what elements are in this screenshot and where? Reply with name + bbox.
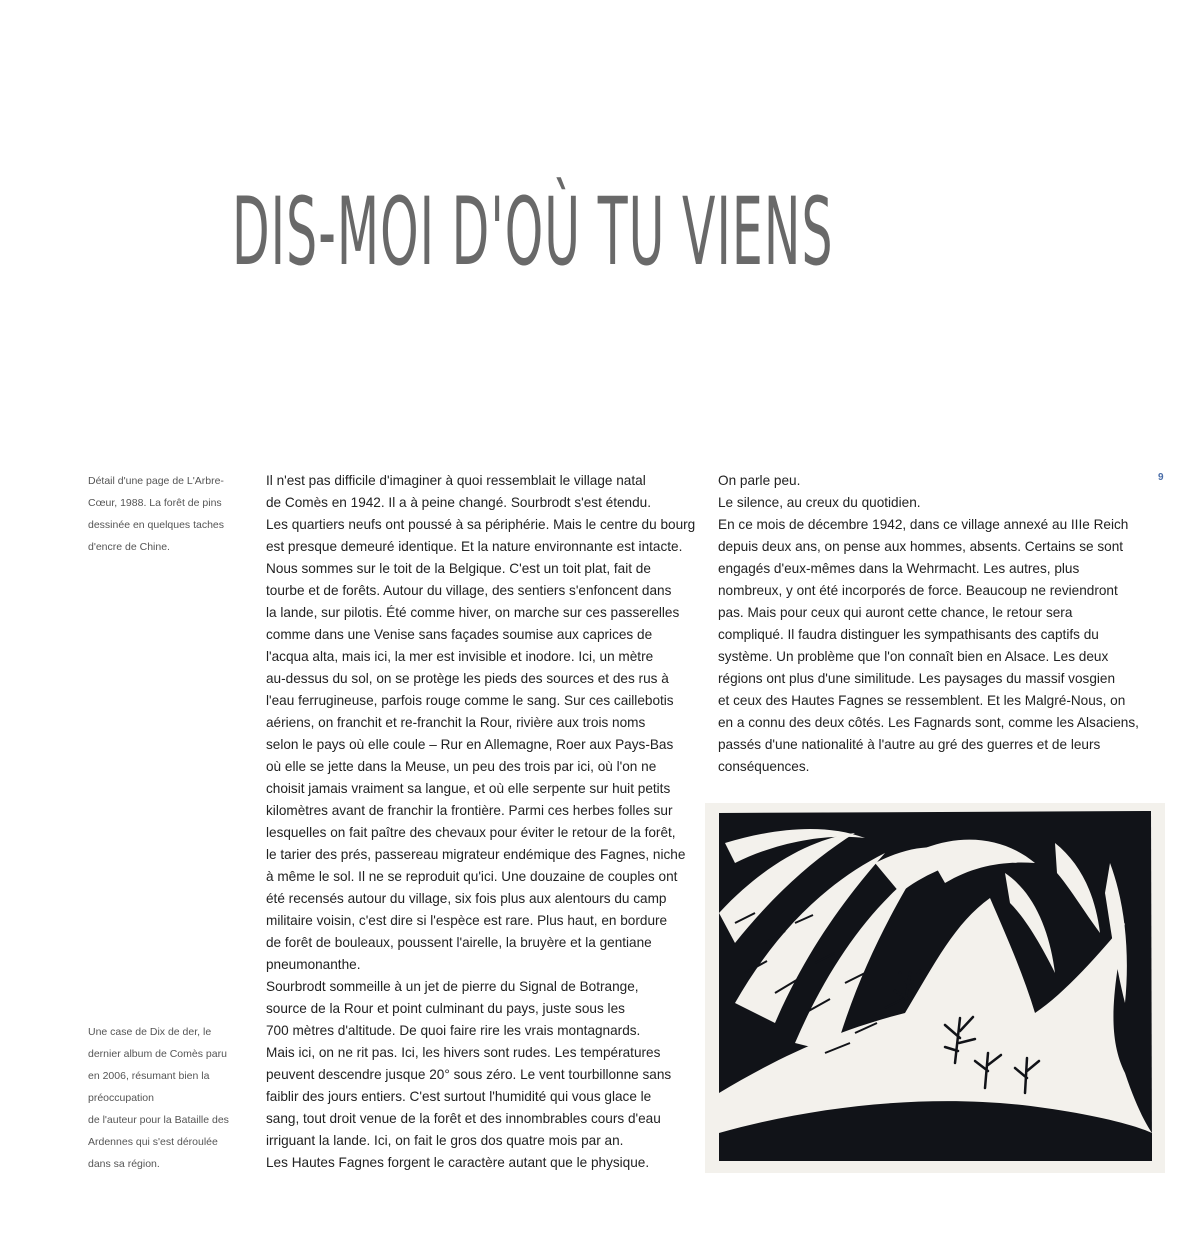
text-line: aériens, on franchit et re-franchit la Rour, rivière aux trois noms [266,715,646,730]
text-line: peuvent descendre jusque 20° sous zéro. Le vent tourbillonne sans [266,1067,672,1082]
text-line: Nous sommes sur le toit de la Belgique. C'est un toit plat, fait de [266,561,651,576]
caption-line: dans sa région. [88,1158,160,1170]
text-line: à même le sol. Il ne se reproduit qu'ici. Une douzaine de couples ont [266,869,678,884]
page-number: 9 [1158,472,1164,483]
caption-line: dessinée en quelques taches [88,519,225,531]
text-line: en a connu des deux côtés. Les Fagnards sont, comme les Alsaciens, [718,715,1139,730]
text-line: et ceux des Hautes Fagnes se ressemblent. Et les Malgré-Nous, on [718,693,1126,708]
text-line: Il n'est pas difficile d'imaginer à quoi ressemblait le village natal [266,473,646,488]
text-line: Mais ici, on ne rit pas. Ici, les hivers sont rudes. Les températures [266,1045,661,1060]
text-line: le tarier des prés, passereau migrateur endémique des Fagnes, niche [266,847,686,862]
text-line: de Comès en 1942. Il a à peine changé. Sourbrodt s'est étendu. [266,495,651,510]
text-line: comme dans une Venise sans façades soumise aux caprices de [266,627,653,642]
caption-line: Détail d'une page de L'Arbre- [88,475,224,487]
text-line: Le silence, au creux du quotidien. [718,495,921,510]
caption-line: dernier album de Comès paru [88,1048,227,1060]
text-line: faiblir des jours entiers. C'est surtout l'humidité qui vous glace le [266,1089,652,1104]
text-line: conséquences. [718,759,810,774]
caption-line: Ardennes qui s'est déroulée [88,1136,218,1148]
text-line: En ce mois de décembre 1942, dans ce village annexé au IIIe Reich [718,517,1129,532]
text-line: selon le pays où elle coule – Rur en Allemagne, Roer aux Pays-Bas [266,737,674,752]
text-line: système. Un problème que l'on connaît bien en Alsace. Les deux [718,649,1109,664]
ink-drawing-illustration [705,803,1165,1173]
page-title: DIS-MOI D'OÙ TU VIENS [232,178,834,287]
text-line: où elle se jette dans la Meuse, un peu des trois par ici, où l'on ne [266,759,657,774]
text-line: choisit jamais vraiment sa langue, et où elle serpente sur huit petits [266,781,671,796]
text-line: Sourbrodt sommeille à un jet de pierre du Signal de Botrange, [266,979,639,994]
caption-line: en 2006, résumant bien la [88,1070,210,1082]
text-line: au-dessus du sol, on se protège les pieds des sources et des rus à [266,671,669,686]
text-line: Les quartiers neufs ont poussé à sa périphérie. Mais le centre du bourg [266,517,696,532]
image-caption-top [88,470,233,558]
text-line: militaire voisin, c'est dire si l'espèce est rare. Plus haut, en bordure [266,913,668,928]
text-line: pneumonanthe. [266,957,361,972]
text-line: depuis deux ans, on pense aux hommes, absents. Certains se sont [718,539,1124,554]
text-line: Les Hautes Fagnes forgent le caractère autant que le physique. [266,1155,650,1170]
text-line: de forêt de bouleaux, poussent l'airelle, la bruyère et la gentiane [266,935,652,950]
text-line: engagés d'eux-mêmes dans la Wehrmacht. Les autres, plus [718,561,1080,576]
body-text-right-column [718,470,1148,778]
text-line: la lande, sur pilotis. Été comme hiver, on marche sur ces passerelles [266,605,680,620]
text-line: compliqué. Il faudra distinguer les sympathisants des captifs du [718,627,1099,642]
text-line: l'acqua alta, mais ici, la mer est invisible et inodore. Ici, un mètre [266,649,654,664]
text-line: irriguant la lande. Ici, on fait le gros dos quatre mois par an. [266,1133,624,1148]
text-line: source de la Rour et point culminant du pays, juste sous les [266,1001,625,1016]
text-line: est presque demeuré identique. Et la nature environnante est intacte. [266,539,683,554]
text-line: été recensés autour du village, six fois plus aux alentours du camp [266,891,667,906]
caption-line: Cœur, 1988. La forêt de pins [88,497,222,509]
text-line: 700 mètres d'altitude. De quoi faire rire les vrais montagnards. [266,1023,641,1038]
body-text-left-column [266,470,696,1174]
text-line: nombreux, y ont été incorporés de force. Beaucoup ne reviendront [718,583,1118,598]
caption-line: d'encre de Chine. [88,541,170,553]
caption-line: Une case de Dix de der, le [88,1026,212,1038]
text-line: tourbe et de forêts. Autour du village, des sentiers s'enfoncent dans [266,583,672,598]
caption-line: préoccupation [88,1092,154,1104]
ink-drawing-icon [705,803,1165,1173]
text-line: régions ont plus d'une similitude. Les paysages du massif vosgien [718,671,1116,686]
image-caption-bottom [88,1021,233,1175]
text-line: pas. Mais pour ceux qui auront cette chance, le retour sera [718,605,1073,620]
text-line: passés d'une nationalité à l'autre au gré des guerres et de leurs [718,737,1101,752]
text-line: sang, tout droit venue de la forêt et des innombrables cours d'eau [266,1111,661,1126]
text-line: lesquelles on fait paître des chevaux pour éviter le retour de la forêt, [266,825,676,840]
text-line: kilomètres avant de franchir la frontière. Parmi ces herbes folles sur [266,803,673,818]
text-line: On parle peu. [718,473,801,488]
text-line: l'eau ferrugineuse, parfois rouge comme le sang. Sur ces caillebotis [266,693,674,708]
caption-line: de l'auteur pour la Bataille des [88,1114,229,1126]
